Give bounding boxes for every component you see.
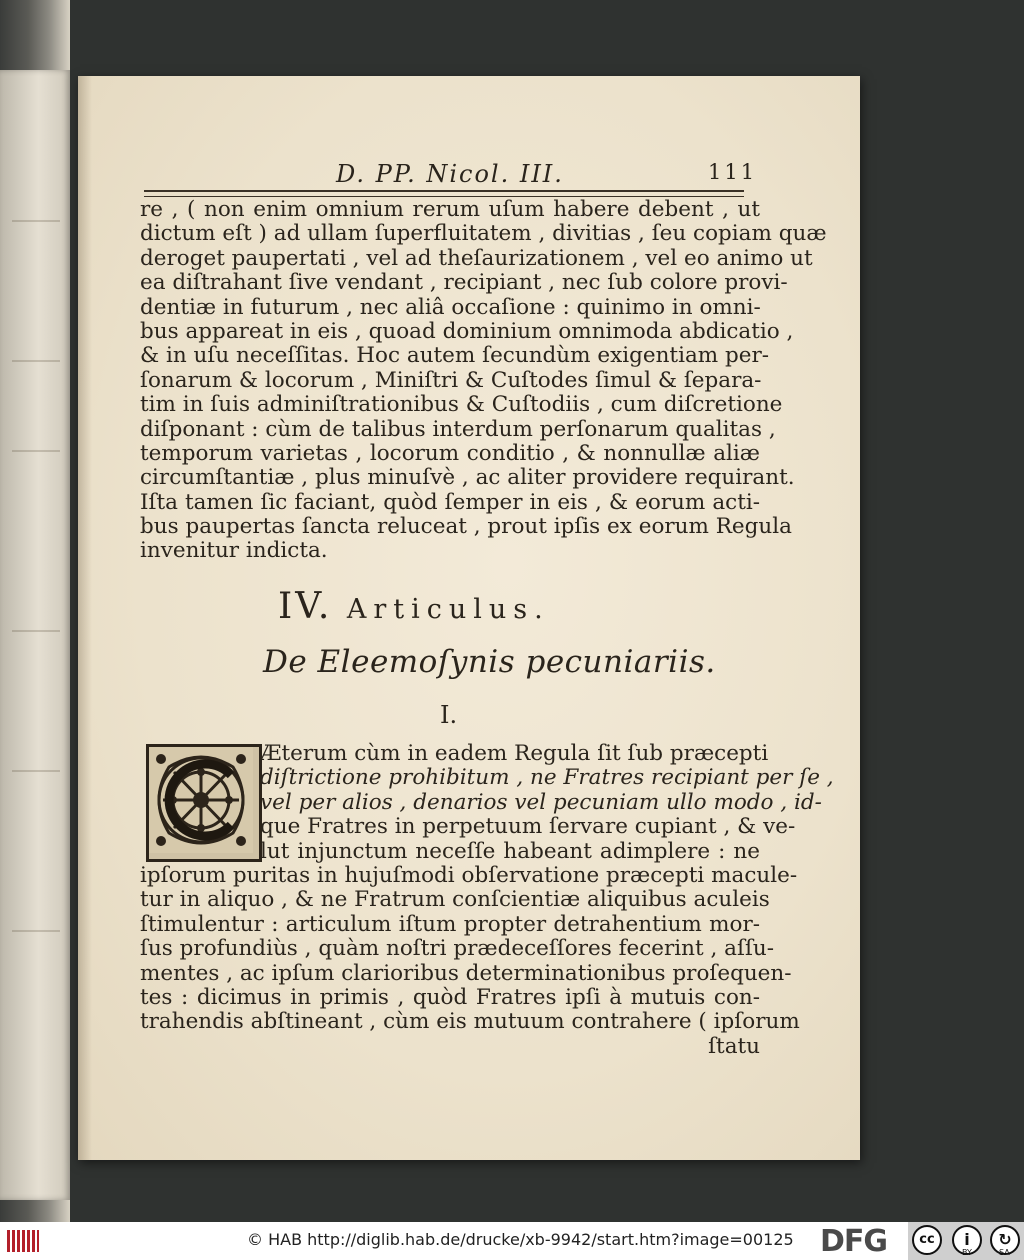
text-line: lut injunctum neceſſe habeant adimplere : ne [260,838,760,864]
copyright-link[interactable]: © HAB http://diglib.hab.de/drucke/xb-9942/start.htm?image=00125 [247,1230,794,1249]
running-head: D. PP. Nicol. III. [336,160,564,188]
text-line: mentes , ac ipſum clarioribus determinationibus proſequen- [140,960,792,986]
text-line: tes : dicimus in primis , quòd Fratres ipſi à mutuis con- [140,984,760,1010]
text-line: trahendis abſtineant , cùm eis mutuum contrahere ( ipſorum [140,1009,800,1035]
license-sa-label: SA [999,1248,1010,1257]
text-line: bus appareat in eis , quoad dominium omnimoda abdicatio , [140,318,794,344]
text-line: tim in ſuis adminiſtrationibus & Cuſtodiis , cum diſcretione [140,392,783,418]
text-line: deroget paupertati , vel ad theſaurizationem , vel eo animo ut [140,245,813,271]
text-line: diſponant : cùm de talibus interdum perſonarum qualitas , [140,416,776,442]
text-line: que Fratres in perpetuum ſervare cupiant , & ve- [260,814,796,840]
attribution-icon: i [952,1225,982,1255]
text-line: circumſtantiæ , plus minuſvè , ac aliter providere requirant. [140,465,795,491]
text-line: bus paupertas ſancta reluceat , prout ipſis ex eorum Regula [140,514,792,540]
license-badge[interactable] [908,1222,1024,1260]
indented-paragraph [260,741,834,864]
text-line: dentiæ in futurum , nec aliâ occaſione : quinimo in omni- [140,294,761,320]
text-line: invenitur indicta. [140,538,328,564]
header-rule [144,190,744,197]
catchword: ſtatu [708,1033,760,1059]
section-number: I. [440,701,458,729]
text-line: Æterum cùm in eadem Regula ſit ſub præcepti [260,741,769,766]
text-line: temporum varietas , locorum conditio , & nonnullæ aliæ [140,440,760,466]
text-line: tur in aliquo , & ne Fratrum conſcientiæ aliquibus aculeis [140,887,770,913]
article-numeral: IV. [278,586,333,627]
library-logo-icon [6,1228,40,1254]
license-by-label: BY [962,1248,972,1257]
text-line: & in uſu neceſſitas. Hoc autem ſecundùm exigentiam per- [140,343,770,369]
text-line: ea diſtrahant ſive vendant , recipiant , nec ſub colore provi- [140,270,788,296]
text-line: ipſorum puritas in hujuſmodi obſervatione præcepti macule- [140,863,798,888]
previous-page-edge [0,70,70,1200]
paragraph-continued [140,197,827,564]
viewer-footer [0,1222,1024,1260]
decorated-initial-c-icon [146,744,262,862]
dfg-logo: DFG [820,1224,888,1259]
text-line: Iſta tamen ſic faciant, quòd ſemper in eis , & eorum acti- [140,489,760,515]
text-line: ſonarum & locorum , Miniſtri & Cuſtodes ſimul & ſepara- [140,367,762,393]
text-line: ſtimulentur : articulum iſtum propter detrahentium mor- [140,911,760,937]
paragraph-main [140,863,800,1059]
book-page [78,76,860,1160]
share-alike-icon: ↻ [990,1225,1020,1255]
article-word: Articulus. [346,594,550,625]
article-subtitle: De Eleemoſynis pecuniariis. [263,644,716,680]
cc-icon: cc [912,1225,942,1255]
text-line: dictum eſt ) ad ullam ſuperfluitatem , divitias , ſeu copiam quæ [140,221,827,247]
page-number: 111 [708,160,758,184]
text-line: re , ( non enim omnium rerum uſum habere debent , ut [140,197,760,222]
text-line: ſus profundiùs , quàm noſtri prædeceſſores fecerint , aſſu- [140,936,775,962]
text-line: diſtrictione prohibitum , ne Fratres recipiant per ſe , [260,765,834,791]
article-heading [278,586,550,627]
text-line: vel per alios , denarios vel pecuniam ullo modo , id- [260,789,822,815]
